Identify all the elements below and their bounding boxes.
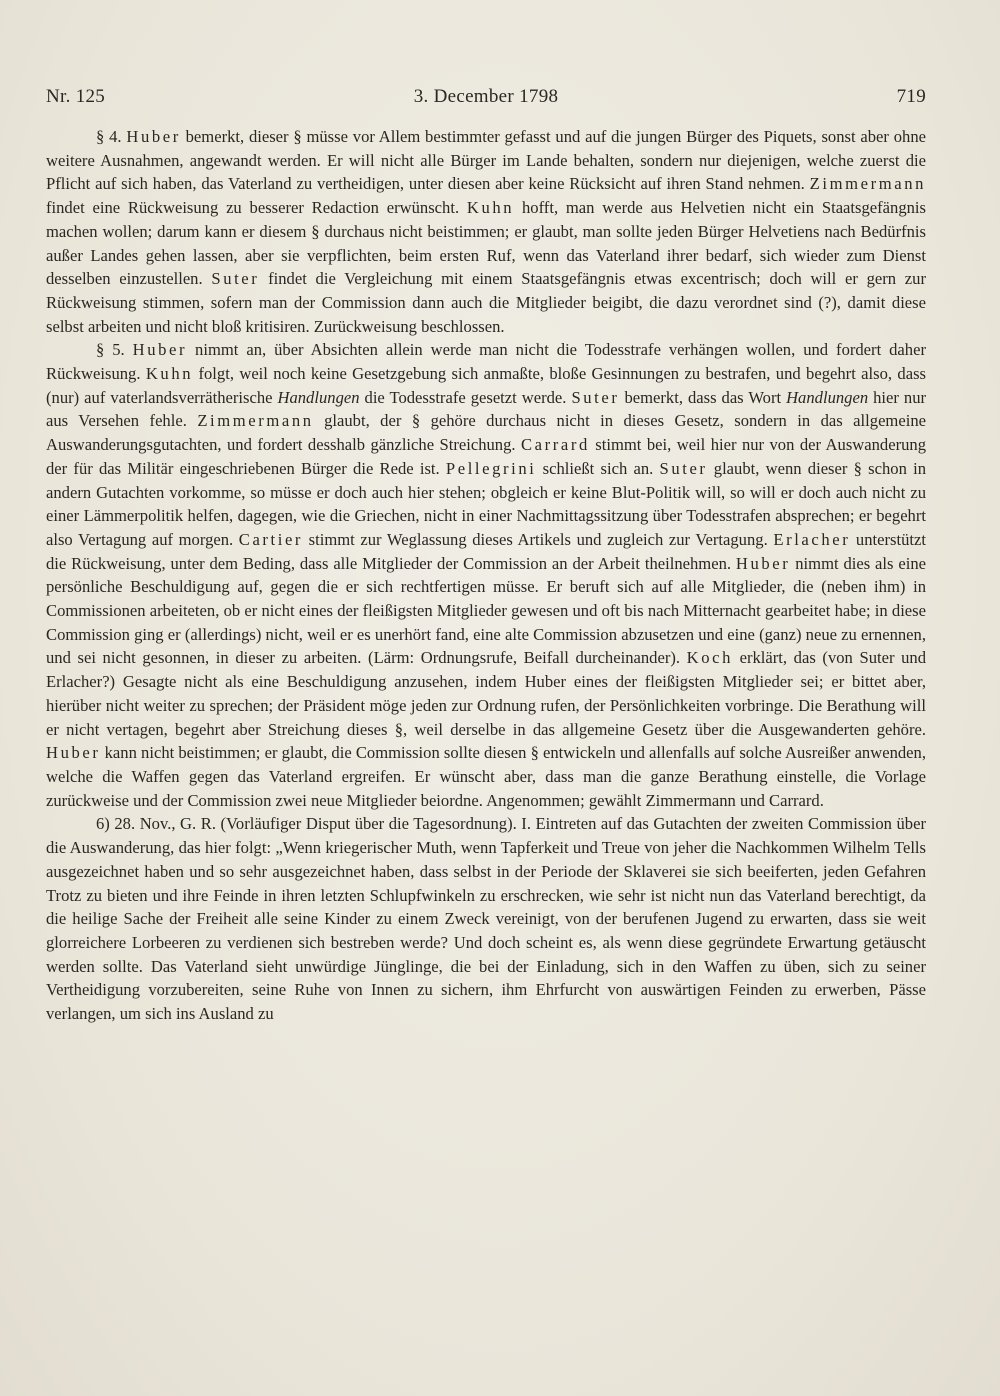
speaker-name: Cartier	[238, 529, 304, 549]
speaker-name: Pellegrini	[445, 458, 537, 478]
speech-text: glaubt, der § gehöre durchaus nicht in dieses Gesetz, sondern in das allgemeine Auswanderungsgutachten, und fordert desshalb gänzliche Streichung.	[46, 411, 926, 455]
paragraph-session-28-nov: 6) 28. Nov., G. R. (Vorläufiger Disput über die Tagesordnung). I. Eintreten auf das Gutachten der zweiten Commission über die Auswanderung, das hier folgt: „Wenn kriegerischer Muth, wenn Tapferkeit und Treue von jeher die Nachkommen Wilhelm Tells ausgezeichnet haben und so sehr ausgezeichnet haben, dass selbst in der Periode der Sklaverei sie sich beeiferten, jeden Gefahren Trotz zu bieten und ihre Feinde in ihren letzten Schlupfwinkeln zu erschrecken, wie sehr ist nicht nun das Vaterland berechtigt, da die heilige Sache der Freiheit alle seine Kinder zu einem Zweck vereinigt, von der berufenen Jugend zu erwarten, dass sie weit glorreichere Lorbeeren zu verdienen sich bestreben werde? Und doch scheint es, als wenn diese gegründete Erwartung getäuscht werden sollte. Das Vaterland sieht unwürdige Jünglinge, die bei der Einladung, sich in den Waffen zu üben, sich zu seiner Vertheidigung vorzubereiten, seine Ruhe von Innen zu sichern, ihm Ehrfurcht von auswärtigen Feinden zu erwerben, Pässe verlangen, um sich ins Ausland zu	[46, 814, 926, 1024]
speech-text: findet die Vergleichung mit einem Staatsgefängnis etwas excentrisch; doch will er gern zur Rückweisung stimmen, sofern man der Commission dann auch die Mitglieder beigibt, die dazu verordnet sind (?), damit diese selbst arbeiten und nicht bloß kritisiren. Zurückweisung beschlossen.	[46, 269, 926, 336]
speech-text: glaubt, wenn dieser § schon in andern Gutachten vorkomme, so müsse er doch auch hier stehen; obgleich er keine Blut-Politik will, so will er doch auch nicht zu einer Lämmerpolitik helfen, dagegen, wie die Griechen, nicht in einer Nachmittagssitzung über Todesstrafen absprechen; er begehrt also Vertagung auf morgen.	[46, 458, 927, 549]
speaker-name: Huber	[46, 743, 101, 763]
page-number: 719	[896, 86, 926, 107]
speech-text: bemerkt, dass das Wort	[619, 387, 787, 407]
document-number: Nr. 125	[46, 86, 106, 107]
section-mark: § 4.	[96, 127, 127, 146]
speech-text: findet eine Rückweisung zu besserer Redaction erwünscht.	[46, 198, 467, 218]
body-text	[46, 125, 926, 1026]
speech-text: nimmt dies als eine persönliche Beschuldigung auf, gegen die er sich rechtfertigen müsse. Er beruft sich auf alle Mitglieder, die (neben ihm) in Commissionen arbeiteten, ob er nicht eines der fleißigsten Mitglieder gewesen und oft bis nach Mitternacht gearbeitet habe; in diese Commission ging er (allerdings) nicht, weil er es unerhört fand, eine alte Commission abzusetzen und eine (ganz) neue zu ernennen, und sei nicht gesonnen, in dieser zu arbeiten. (Lärm: Ordnungsrufe, Beifall durcheinander).	[46, 553, 927, 668]
speech-text: hofft, man werde aus Helvetien nicht ein Staatsgefängnis machen wollen; darum kann er diesem § durchaus nicht beistimmen; er glaubt, man sollte jeden Bürger Helvetiens nach Bedürfnis außer Landes gehen lassen, aber sie verpflichten, beim ersten Ruf, wenn das Vaterland ihrer bedarf, sich wieder zum Dienst desselben einzustellen.	[46, 198, 926, 289]
speech-text: bemerkt, dieser § müsse vor Allem bestimmter gefasst und auf die jungen Bürger des Piquets, sonst aber ohne weitere Ausnahmen, angewandt werden. Er will nicht alle Bürger im Lande behalten, sondern nur diejenigen, welche zuerst die Pflicht auf sich haben, das Vaterland zu vertheidigen, unter diesen aber keine Rücksicht auf ihren Stand nehmen.	[46, 127, 926, 194]
speech-text: die Todesstrafe gesetzt werde.	[359, 387, 572, 407]
speaker-name: Huber	[132, 340, 188, 360]
speech-text: folgt, weil noch keine Gesetzgebung sich anmaßte, bloße Gesinnungen zu bestrafen, und begehrt also, dass (nur) auf vaterlandsverrätherische	[46, 364, 926, 407]
speech-text: stimmt bei, weil hier nur von der Auswanderung der für das Militär eingeschriebenen Bürger die Rede ist.	[46, 435, 927, 478]
speech-text: schließt sich an.	[536, 458, 660, 478]
speaker-name: Suter	[659, 458, 708, 478]
speaker-name: Koch	[686, 648, 733, 668]
running-header	[46, 86, 926, 112]
speaker-name: Huber	[735, 553, 791, 573]
speech-text: kann nicht beistimmen; er glaubt, die Commission sollte diesen § entwickeln und allenfalls auf solche Ausreißer anwenden, welche die Waffen gegen das Vaterland ergreifen. Er wünscht aber, dass man die ganze Berathung einstelle, die Vorlage zurückweise und der Commission zwei neue Mitglieder beiordne. Angenommen; gewählt Zimmermann und Carrard.	[46, 743, 926, 810]
speaker-name: Kuhn	[466, 198, 515, 218]
speech-text: unterstützt die Rückweisung, unter dem Beding, dass alle Mitglieder der Commission an der Arbeit theilnehmen.	[46, 529, 926, 573]
speaker-name: Huber	[126, 127, 181, 146]
emphasized-term: Handlungen	[277, 387, 360, 407]
speaker-name: Carrard	[521, 435, 590, 455]
paragraph-section-4	[46, 125, 926, 338]
speech-text: hier nur aus Versehen fehle.	[46, 387, 927, 431]
speaker-name: Erlacher	[773, 529, 851, 549]
speech-text: stimmt zur Weglassung dieses Artikels und zugleich zur Vertagung.	[303, 529, 774, 549]
emphasized-term: Handlungen	[786, 387, 869, 407]
speaker-name: Zimmermann	[809, 174, 926, 194]
speaker-name: Kuhn	[145, 364, 194, 384]
speaker-name: Suter	[211, 269, 260, 289]
speaker-name: Zimmermann	[197, 411, 314, 431]
section-mark: § 5.	[96, 340, 133, 360]
paragraph-section-5	[46, 338, 926, 812]
speech-text: nimmt an, über Absichten allein werde man nicht die Todesstrafe verhängen wollen, und fordert daher Rückweisung.	[46, 340, 926, 384]
document-date: 3. December 1798	[413, 86, 559, 107]
speech-text: erklärt, das (von Suter und Erlacher?) Gesagte nicht als eine Beschuldigung anzusehen, indem Huber eines der fleißigsten Mitglieder sei; er bittet aber, hierüber nicht weiter zu sprechen; der Präsident möge jeden zur Ordnung rufen, der Persönlichkeiten vorbringe. Die Berathung will er nicht vertagen, begehrt aber Streichung dieses §, weil derselbe in das allgemeine Gesetz über die Ausgewanderten gehöre.	[46, 648, 926, 739]
speaker-name: Suter	[571, 387, 620, 407]
